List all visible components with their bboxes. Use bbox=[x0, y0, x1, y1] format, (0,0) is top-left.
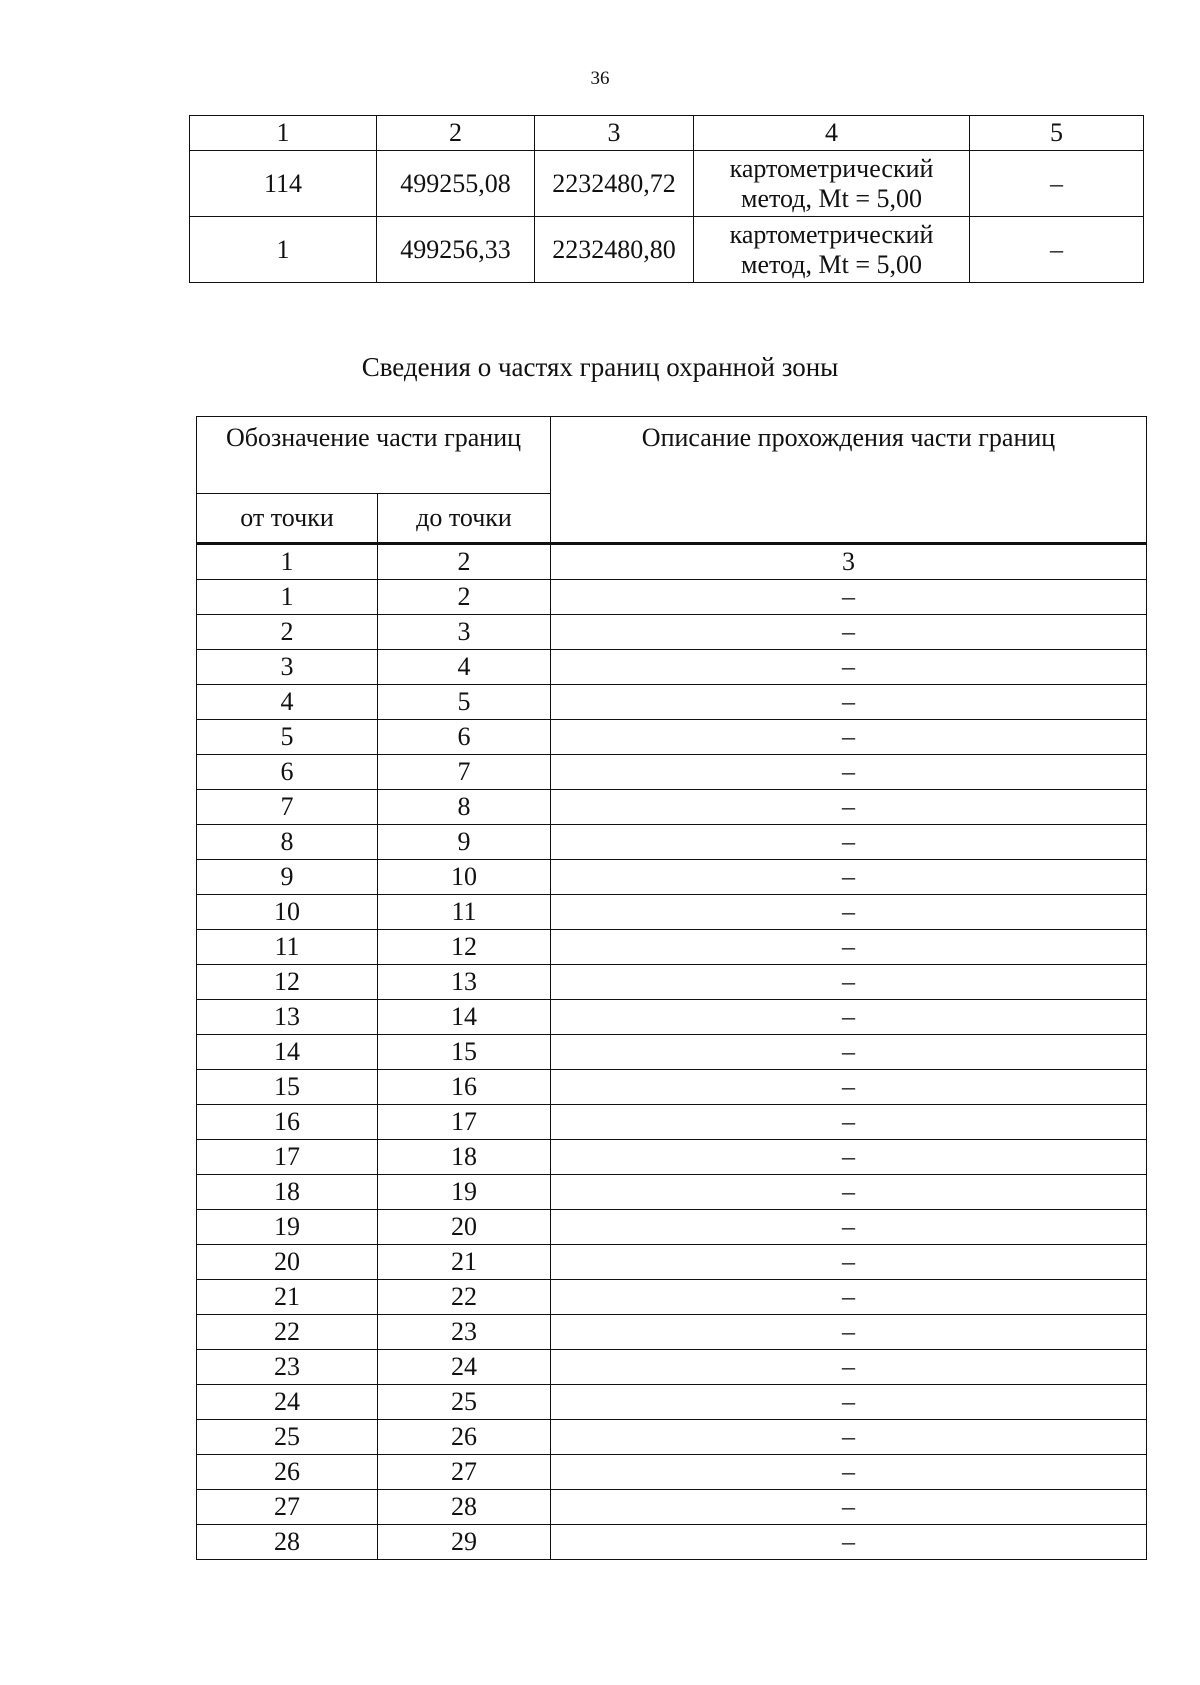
determination-method: картометрический метод, Mt = 5,00 bbox=[694, 151, 970, 217]
to-point: 28 bbox=[378, 1490, 551, 1525]
description-cell: – bbox=[551, 755, 1147, 790]
table-row bbox=[197, 790, 1147, 825]
from-point: 10 bbox=[197, 895, 378, 930]
to-point: 14 bbox=[378, 1000, 551, 1035]
table-row bbox=[197, 615, 1147, 650]
to-point: 27 bbox=[378, 1455, 551, 1490]
to-point: 9 bbox=[378, 825, 551, 860]
coordinates-table bbox=[189, 115, 1144, 283]
header-to-point: до точки bbox=[378, 494, 551, 544]
to-point: 20 bbox=[378, 1210, 551, 1245]
description-cell: – bbox=[551, 1455, 1147, 1490]
from-point: 9 bbox=[197, 860, 378, 895]
from-point: 22 bbox=[197, 1315, 378, 1350]
table-row bbox=[197, 895, 1147, 930]
table-row bbox=[197, 650, 1147, 685]
from-point: 4 bbox=[197, 685, 378, 720]
from-point: 6 bbox=[197, 755, 378, 790]
description-cell: – bbox=[551, 965, 1147, 1000]
from-point: 17 bbox=[197, 1140, 378, 1175]
column-number: 2 bbox=[377, 116, 535, 151]
description-cell: – bbox=[551, 1490, 1147, 1525]
from-point: 7 bbox=[197, 790, 378, 825]
from-point: 27 bbox=[197, 1490, 378, 1525]
to-point: 25 bbox=[378, 1385, 551, 1420]
to-point: 17 bbox=[378, 1105, 551, 1140]
to-point: 8 bbox=[378, 790, 551, 825]
description-cell: – bbox=[551, 1420, 1147, 1455]
note-cell: – bbox=[970, 151, 1144, 217]
description-cell: – bbox=[551, 1070, 1147, 1105]
column-number: 3 bbox=[535, 116, 694, 151]
table-row bbox=[197, 1315, 1147, 1350]
to-point: 19 bbox=[378, 1175, 551, 1210]
to-point: 15 bbox=[378, 1035, 551, 1070]
from-point: 18 bbox=[197, 1175, 378, 1210]
section-title: Сведения о частях границ охранной зоны bbox=[361, 352, 839, 382]
to-point: 10 bbox=[378, 860, 551, 895]
from-point: 2 bbox=[197, 615, 378, 650]
from-point: 24 bbox=[197, 1385, 378, 1420]
table-row bbox=[197, 1210, 1147, 1245]
column-number: 1 bbox=[190, 116, 377, 151]
from-point: 14 bbox=[197, 1035, 378, 1070]
table-row bbox=[197, 580, 1147, 615]
table-row bbox=[190, 151, 1144, 217]
table-row bbox=[197, 1140, 1147, 1175]
column-number: 5 bbox=[970, 116, 1144, 151]
table-row bbox=[197, 1455, 1147, 1490]
table-row bbox=[197, 1420, 1147, 1455]
to-point: 24 bbox=[378, 1350, 551, 1385]
point-number: 114 bbox=[190, 151, 377, 217]
table-row bbox=[197, 1175, 1147, 1210]
column-number: 1 bbox=[197, 544, 378, 580]
description-cell: – bbox=[551, 930, 1147, 965]
description-cell: – bbox=[551, 615, 1147, 650]
from-point: 3 bbox=[197, 650, 378, 685]
description-cell: – bbox=[551, 650, 1147, 685]
description-cell: – bbox=[551, 1525, 1147, 1560]
description-cell: – bbox=[551, 1105, 1147, 1140]
from-point: 5 bbox=[197, 720, 378, 755]
to-point: 22 bbox=[378, 1280, 551, 1315]
description-cell: – bbox=[551, 720, 1147, 755]
from-point: 19 bbox=[197, 1210, 378, 1245]
coordinate-y: 2232480,80 bbox=[535, 217, 694, 283]
coordinate-x: 499255,08 bbox=[377, 151, 535, 217]
table-row bbox=[197, 860, 1147, 895]
table-row bbox=[197, 755, 1147, 790]
table-row bbox=[197, 1035, 1147, 1070]
note-cell: – bbox=[970, 217, 1144, 283]
description-cell: – bbox=[551, 790, 1147, 825]
boundary-parts-table bbox=[196, 416, 1147, 1560]
table-row bbox=[197, 1280, 1147, 1315]
from-point: 15 bbox=[197, 1070, 378, 1105]
description-cell: – bbox=[551, 860, 1147, 895]
table-row bbox=[190, 217, 1144, 283]
column-numbers-row bbox=[197, 544, 1147, 580]
coordinate-y: 2232480,72 bbox=[535, 151, 694, 217]
to-point: 2 bbox=[378, 580, 551, 615]
table-row bbox=[197, 930, 1147, 965]
table-row bbox=[197, 1000, 1147, 1035]
to-point: 6 bbox=[378, 720, 551, 755]
coordinate-x: 499256,33 bbox=[377, 217, 535, 283]
from-point: 13 bbox=[197, 1000, 378, 1035]
point-number: 1 bbox=[190, 217, 377, 283]
table-row bbox=[197, 825, 1147, 860]
table-row bbox=[197, 1070, 1147, 1105]
description-cell: – bbox=[551, 895, 1147, 930]
to-point: 21 bbox=[378, 1245, 551, 1280]
page-number: 36 bbox=[590, 68, 610, 89]
table-row bbox=[197, 685, 1147, 720]
table-row bbox=[197, 1525, 1147, 1560]
column-number: 3 bbox=[551, 544, 1147, 580]
from-point: 11 bbox=[197, 930, 378, 965]
to-point: 29 bbox=[378, 1525, 551, 1560]
description-cell: – bbox=[551, 1035, 1147, 1070]
from-point: 1 bbox=[197, 580, 378, 615]
column-number: 2 bbox=[378, 544, 551, 580]
determination-method: картометрический метод, Mt = 5,00 bbox=[694, 217, 970, 283]
to-point: 26 bbox=[378, 1420, 551, 1455]
to-point: 23 bbox=[378, 1315, 551, 1350]
description-cell: – bbox=[551, 1245, 1147, 1280]
from-point: 21 bbox=[197, 1280, 378, 1315]
description-cell: – bbox=[551, 1350, 1147, 1385]
table-row bbox=[197, 1105, 1147, 1140]
header-designation: Обозначение части границ bbox=[197, 417, 551, 494]
from-point: 25 bbox=[197, 1420, 378, 1455]
to-point: 5 bbox=[378, 685, 551, 720]
header-from-point: от точки bbox=[197, 494, 378, 544]
to-point: 16 bbox=[378, 1070, 551, 1105]
description-cell: – bbox=[551, 580, 1147, 615]
description-cell: – bbox=[551, 1385, 1147, 1420]
description-cell: – bbox=[551, 825, 1147, 860]
table-row bbox=[197, 1245, 1147, 1280]
column-number: 4 bbox=[694, 116, 970, 151]
from-point: 8 bbox=[197, 825, 378, 860]
description-cell: – bbox=[551, 1140, 1147, 1175]
header-description: Описание прохождения части границ bbox=[551, 417, 1147, 544]
description-cell: – bbox=[551, 1210, 1147, 1245]
description-cell: – bbox=[551, 1000, 1147, 1035]
from-point: 26 bbox=[197, 1455, 378, 1490]
from-point: 12 bbox=[197, 965, 378, 1000]
parts-header-row bbox=[197, 417, 1147, 494]
to-point: 18 bbox=[378, 1140, 551, 1175]
from-point: 16 bbox=[197, 1105, 378, 1140]
from-point: 23 bbox=[197, 1350, 378, 1385]
description-cell: – bbox=[551, 1315, 1147, 1350]
table-row bbox=[197, 965, 1147, 1000]
from-point: 28 bbox=[197, 1525, 378, 1560]
to-point: 12 bbox=[378, 930, 551, 965]
table-row bbox=[197, 1490, 1147, 1525]
description-cell: – bbox=[551, 1175, 1147, 1210]
table-row bbox=[197, 720, 1147, 755]
to-point: 7 bbox=[378, 755, 551, 790]
description-cell: – bbox=[551, 1280, 1147, 1315]
to-point: 4 bbox=[378, 650, 551, 685]
table-row bbox=[197, 1385, 1147, 1420]
table-row bbox=[197, 1350, 1147, 1385]
description-cell: – bbox=[551, 685, 1147, 720]
from-point: 20 bbox=[197, 1245, 378, 1280]
to-point: 13 bbox=[378, 965, 551, 1000]
to-point: 3 bbox=[378, 615, 551, 650]
to-point: 11 bbox=[378, 895, 551, 930]
coordinates-header-row bbox=[190, 116, 1144, 151]
